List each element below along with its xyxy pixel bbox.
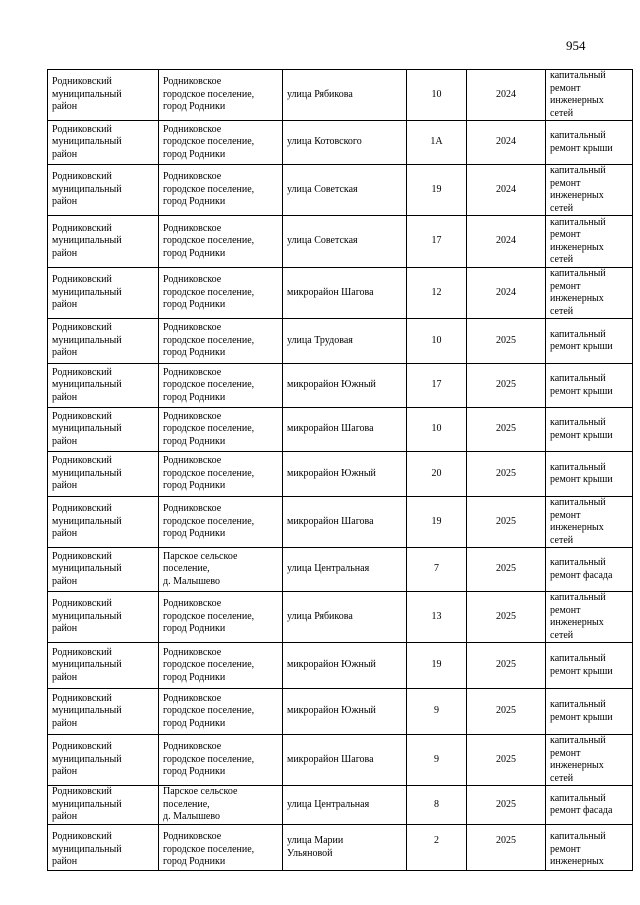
cell-settlement: Родниковское городское поселение, город Родники: [159, 70, 283, 121]
table-row: [48, 268, 633, 319]
table-row: [48, 216, 633, 268]
cell-year: 2025: [467, 548, 546, 592]
cell-settlement: Родниковское городское поселение, город Родники: [159, 825, 283, 871]
cell-house: 1А: [407, 121, 467, 165]
cell-work-type: капитальный ремонт фасада: [546, 548, 633, 592]
cell-district: Родниковский муниципальный район: [48, 165, 159, 216]
cell-street: улица Трудовая: [283, 319, 407, 364]
cell-settlement: Родниковское городское поселение, город Родники: [159, 319, 283, 364]
cell-settlement: Родниковское городское поселение, город Родники: [159, 268, 283, 319]
cell-work-type: капитальный ремонт крыши: [546, 452, 633, 497]
table-row: [48, 786, 633, 825]
table-row: [48, 689, 633, 735]
cell-work-type: капитальный ремонт крыши: [546, 364, 633, 408]
cell-settlement: Родниковское городское поселение, город Родники: [159, 408, 283, 452]
cell-work-type: капитальный ремонт крыши: [546, 408, 633, 452]
cell-house: 19: [407, 165, 467, 216]
cell-work-type: капитальный ремонт инженерных сетей: [546, 216, 633, 268]
cell-work-type: капитальный ремонт инженерных сетей: [546, 165, 633, 216]
table-row: [48, 592, 633, 643]
table-row: [48, 319, 633, 364]
cell-work-type: капитальный ремонт крыши: [546, 319, 633, 364]
cell-house: 19: [407, 643, 467, 689]
cell-year: 2025: [467, 643, 546, 689]
cell-work-type: капитальный ремонт крыши: [546, 643, 633, 689]
cell-district: Родниковский муниципальный район: [48, 216, 159, 268]
cell-year: 2025: [467, 735, 546, 786]
cell-house: 19: [407, 497, 467, 548]
cell-district: Родниковский муниципальный район: [48, 592, 159, 643]
cell-district: Родниковский муниципальный район: [48, 319, 159, 364]
cell-work-type: капитальный ремонт крыши: [546, 121, 633, 165]
cell-street: улица Марии Ульяновой: [283, 825, 407, 871]
table-row: [48, 70, 633, 121]
page-number: 954: [566, 38, 586, 53]
cell-house: 10: [407, 70, 467, 121]
table-row: [48, 643, 633, 689]
cell-district: Родниковский муниципальный район: [48, 735, 159, 786]
table-row: [48, 825, 633, 871]
cell-house: 8: [407, 786, 467, 825]
cell-house: 10: [407, 319, 467, 364]
cell-street: микрорайон Южный: [283, 689, 407, 735]
cell-year: 2025: [467, 364, 546, 408]
table-body: [48, 70, 633, 871]
cell-settlement: Родниковское городское поселение, город Родники: [159, 452, 283, 497]
cell-year: 2025: [467, 592, 546, 643]
cell-work-type: капитальный ремонт инженерных сетей: [546, 735, 633, 786]
cell-work-type: капитальный ремонт крыши: [546, 689, 633, 735]
cell-house: 9: [407, 735, 467, 786]
cell-street: микрорайон Шагова: [283, 497, 407, 548]
cell-work-type: капитальный ремонт инженерных: [546, 825, 633, 871]
cell-year: 2024: [467, 165, 546, 216]
cell-house: 17: [407, 364, 467, 408]
cell-settlement: Родниковское городское поселение, город Родники: [159, 121, 283, 165]
cell-year: 2024: [467, 268, 546, 319]
table-row: [48, 548, 633, 592]
cell-house: 7: [407, 548, 467, 592]
cell-district: Родниковский муниципальный район: [48, 786, 159, 825]
cell-street: микрорайон Шагова: [283, 735, 407, 786]
cell-work-type: капитальный ремонт инженерных сетей: [546, 497, 633, 548]
cell-district: Родниковский муниципальный район: [48, 689, 159, 735]
table-row: [48, 408, 633, 452]
table-row: [48, 364, 633, 408]
cell-street: микрорайон Шагова: [283, 408, 407, 452]
cell-work-type: капитальный ремонт инженерных сетей: [546, 268, 633, 319]
cell-district: Родниковский муниципальный район: [48, 825, 159, 871]
cell-district: Родниковский муниципальный район: [48, 408, 159, 452]
cell-street: микрорайон Южный: [283, 452, 407, 497]
cell-year: 2025: [467, 689, 546, 735]
table-row: [48, 165, 633, 216]
cell-street: улица Рябикова: [283, 70, 407, 121]
cell-settlement: Родниковское городское поселение, город Родники: [159, 497, 283, 548]
cell-work-type: капитальный ремонт фасада: [546, 786, 633, 825]
cell-district: Родниковский муниципальный район: [48, 548, 159, 592]
table-row: [48, 121, 633, 165]
cell-settlement: Родниковское городское поселение, город Родники: [159, 689, 283, 735]
table-row: [48, 497, 633, 548]
cell-year: 2025: [467, 825, 546, 871]
cell-year: 2025: [467, 497, 546, 548]
cell-house: 9: [407, 689, 467, 735]
cell-year: 2024: [467, 70, 546, 121]
table-row: [48, 735, 633, 786]
cell-district: Родниковский муниципальный район: [48, 497, 159, 548]
cell-street: улица Центральная: [283, 548, 407, 592]
cell-street: улица Котовского: [283, 121, 407, 165]
cell-district: Родниковский муниципальный район: [48, 643, 159, 689]
cell-settlement: Родниковское городское поселение, город Родники: [159, 165, 283, 216]
cell-year: 2025: [467, 452, 546, 497]
cell-year: 2025: [467, 786, 546, 825]
cell-district: Родниковский муниципальный район: [48, 268, 159, 319]
cell-settlement: Родниковское городское поселение, город Родники: [159, 643, 283, 689]
cell-district: Родниковский муниципальный район: [48, 70, 159, 121]
cell-house: 12: [407, 268, 467, 319]
cell-house: 10: [407, 408, 467, 452]
cell-settlement: Родниковское городское поселение, город Родники: [159, 216, 283, 268]
cell-settlement: Парское сельское поселение, д. Малышево: [159, 786, 283, 825]
cell-house: 20: [407, 452, 467, 497]
table-row: [48, 452, 633, 497]
cell-year: 2024: [467, 216, 546, 268]
cell-year: 2024: [467, 121, 546, 165]
cell-street: улица Советская: [283, 216, 407, 268]
cell-settlement: Родниковское городское поселение, город Родники: [159, 364, 283, 408]
cell-street: улица Центральная: [283, 786, 407, 825]
cell-street: улица Советская: [283, 165, 407, 216]
cell-house: 2: [407, 825, 467, 871]
cell-district: Родниковский муниципальный район: [48, 121, 159, 165]
cell-street: микрорайон Южный: [283, 364, 407, 408]
cell-settlement: Родниковское городское поселение, город Родники: [159, 592, 283, 643]
cell-street: микрорайон Южный: [283, 643, 407, 689]
cell-house: 17: [407, 216, 467, 268]
cell-year: 2025: [467, 319, 546, 364]
cell-work-type: капитальный ремонт инженерных сетей: [546, 70, 633, 121]
cell-work-type: капитальный ремонт инженерных сетей: [546, 592, 633, 643]
cell-house: 13: [407, 592, 467, 643]
cell-street: микрорайон Шагова: [283, 268, 407, 319]
cell-settlement: Родниковское городское поселение, город Родники: [159, 735, 283, 786]
cell-district: Родниковский муниципальный район: [48, 452, 159, 497]
cell-year: 2025: [467, 408, 546, 452]
cell-district: Родниковский муниципальный район: [48, 364, 159, 408]
capital-repair-table: [47, 69, 633, 871]
cell-settlement: Парское сельское поселение, д. Малышево: [159, 548, 283, 592]
cell-street: улица Рябикова: [283, 592, 407, 643]
